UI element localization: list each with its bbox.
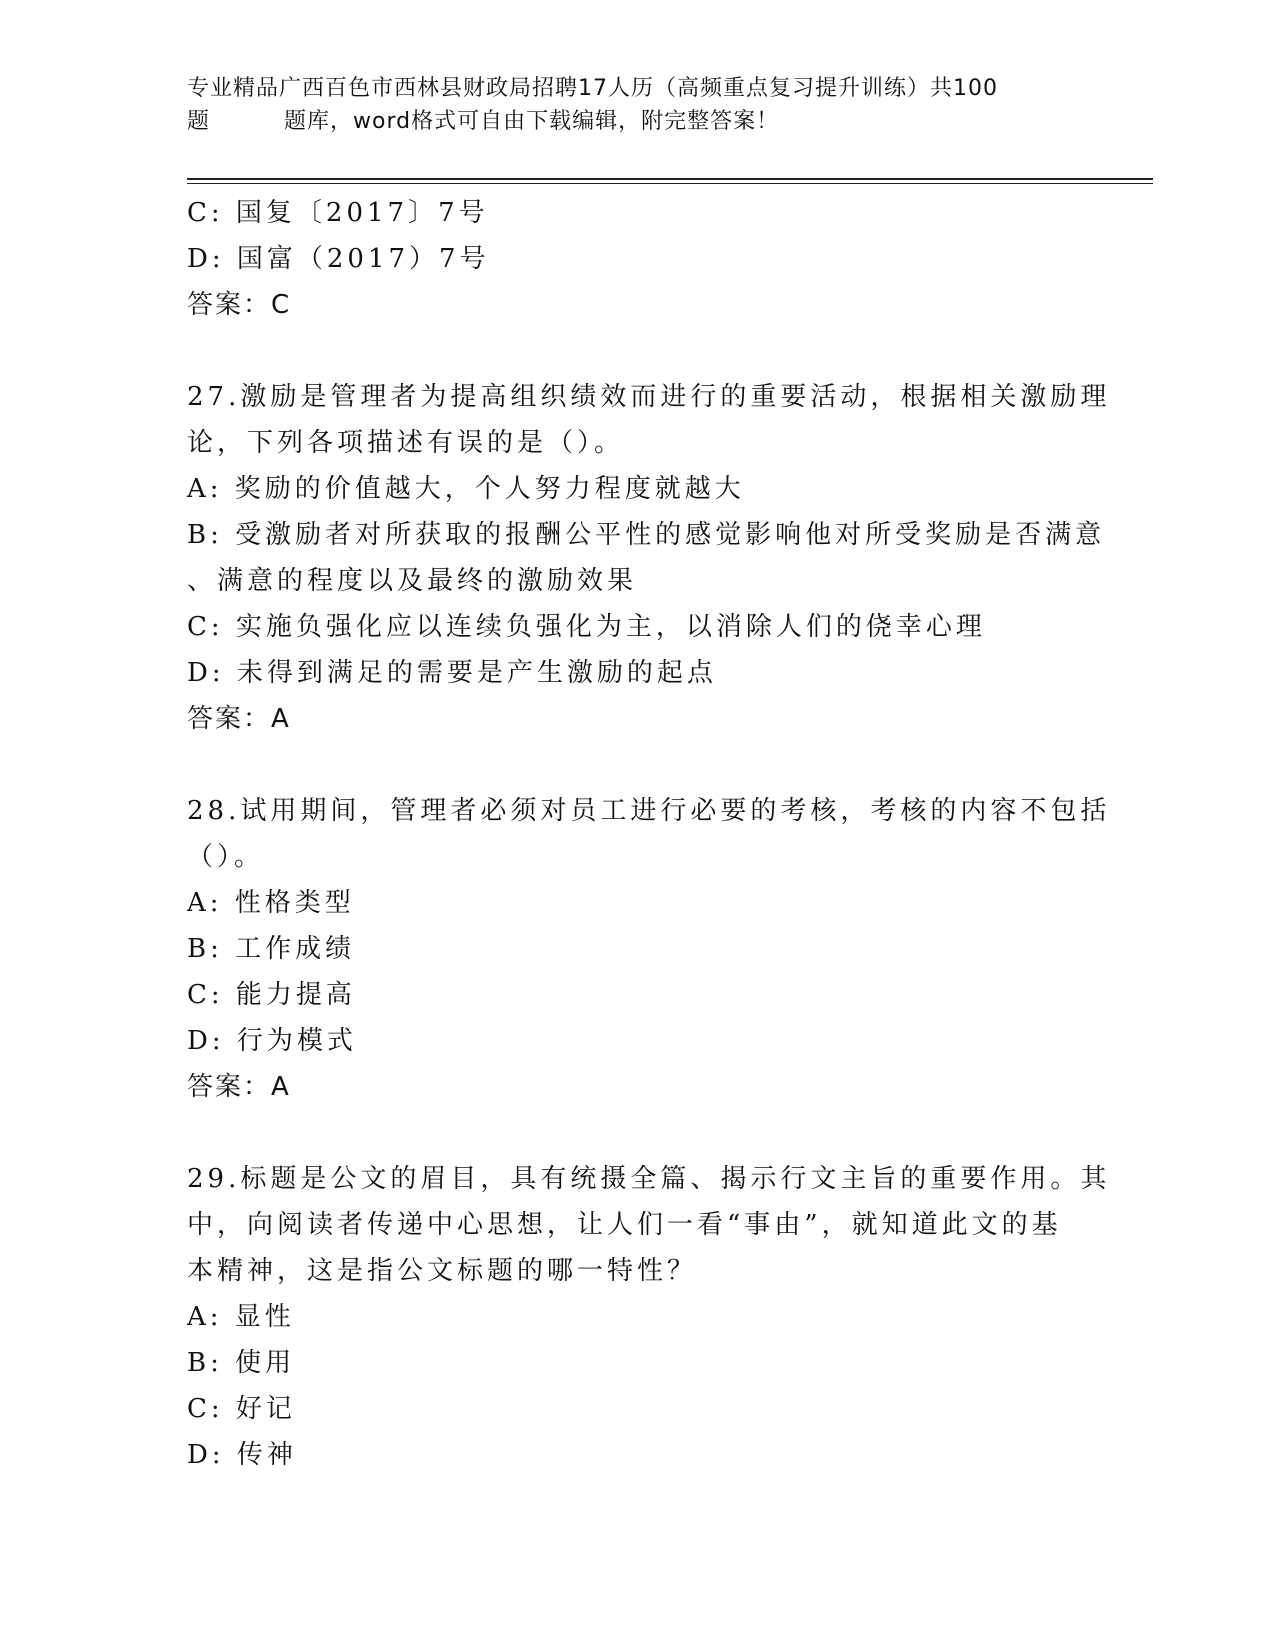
option-line: A: 奖励的价值越大，个人努力程度就越大 <box>187 474 745 504</box>
question-28 <box>187 788 1111 1110</box>
option-line: D: 行为模式 <box>187 1026 357 1056</box>
question-27 <box>187 374 1111 742</box>
document-header <box>187 72 1087 138</box>
question-stem-line: 27.激励是管理者为提高组织绩效而进行的重要活动，根据相关激励理 <box>187 382 1111 412</box>
question-stem-line: 论，下列各项描述有误的是（）。 <box>187 428 625 458</box>
option-line: D: 传神 <box>187 1440 297 1470</box>
option-line: C: 实施负强化应以连续负强化为主，以消除人们的侥幸心理 <box>187 612 986 642</box>
spacer <box>187 742 1087 788</box>
question-stem-line: 28.试用期间，管理者必须对员工进行必要的考核，考核的内容不包括 <box>187 796 1111 826</box>
question-29 <box>187 1156 1111 1478</box>
question-stem-line: 中，向阅读者传递中心思想，让人们一看“事由”，就知道此文的基 <box>187 1210 1062 1240</box>
question-stem-line: （）。 <box>187 842 265 872</box>
option-line: C: 国复〔2017〕7号 <box>187 198 489 228</box>
answer-line: 答案：A <box>187 1072 291 1102</box>
option-line: D: 未得到满足的需要是产生激励的起点 <box>187 658 717 688</box>
option-line: C: 能力提高 <box>187 980 356 1010</box>
header-subtitle-line <box>187 105 1087 138</box>
option-line: B: 工作成绩 <box>187 934 356 964</box>
spacer <box>187 1110 1087 1156</box>
header-subtitle-prefix: 题 <box>187 109 211 134</box>
header-divider-thick <box>187 178 1153 180</box>
question-stem-line: 29.标题是公文的眉目，具有统摄全篇、揭示行文主旨的重要作用。其 <box>187 1164 1111 1194</box>
option-line: A: 显性 <box>187 1302 295 1332</box>
header-divider-thin <box>187 183 1153 184</box>
option-line: B: 受激励者对所获取的报酬公平性的感觉影响他对所受奖励是否满意 <box>187 520 1106 550</box>
option-line: D: 国富（2017）7号 <box>187 244 490 274</box>
answer-line: 答案：A <box>187 704 291 734</box>
previous-question-tail <box>187 190 1087 328</box>
spacer <box>187 328 1087 374</box>
option-line: B: 使用 <box>187 1348 296 1378</box>
question-content <box>187 190 1111 1478</box>
answer-line: 答案：C <box>187 290 292 320</box>
option-line: 、满意的程度以及最终的激励效果 <box>187 566 638 596</box>
option-line: C: 好记 <box>187 1394 296 1424</box>
option-line: A: 性格类型 <box>187 888 355 918</box>
header-title-line: 专业精品广西百色市西林县财政局招聘17人历（高频重点复习提升训练）共100 <box>187 76 998 101</box>
header-subtitle-text: 题库，word格式可自由下载编辑，附完整答案！ <box>284 109 780 134</box>
question-stem-line: 本精神，这是指公文标题的哪一特性？ <box>187 1256 698 1286</box>
